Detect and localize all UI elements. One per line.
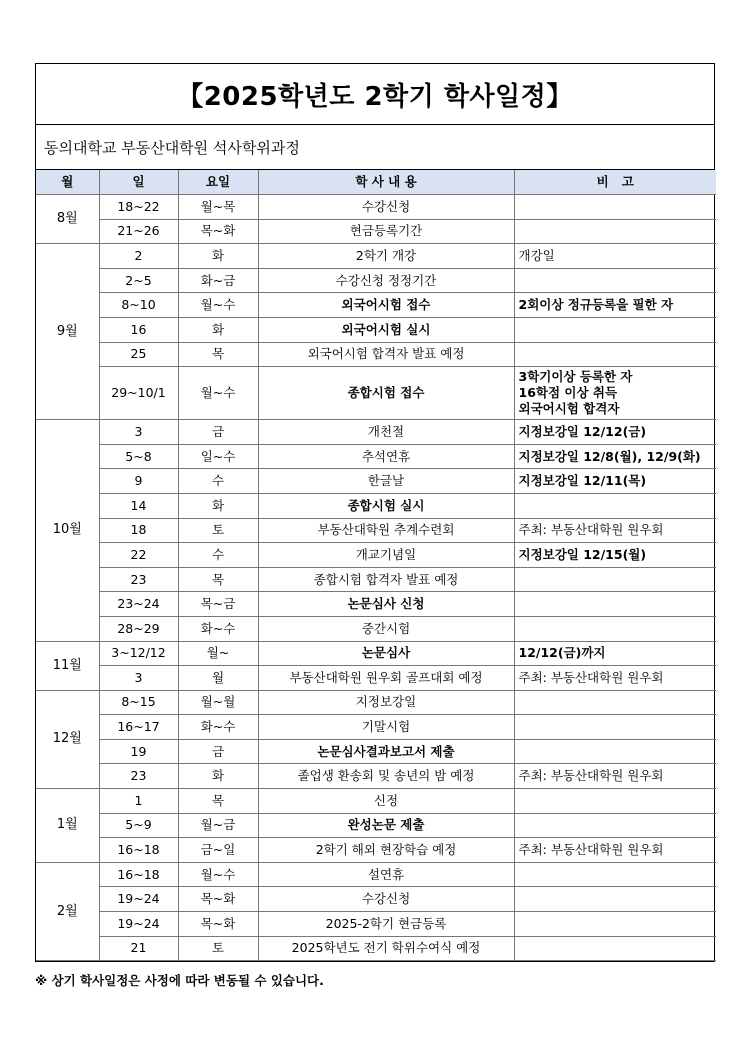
table-row [36, 493, 716, 518]
note-cell: 지정보강일 12/12(금) [514, 420, 716, 445]
event-cell: 수강신청 [258, 887, 514, 912]
weekday-cell: 화 [178, 317, 258, 342]
day-cell: 19 [99, 739, 178, 764]
day-cell: 23~24 [99, 592, 178, 617]
day-cell: 16~17 [99, 715, 178, 740]
table-row [36, 518, 716, 543]
event-cell: 2025-2학기 현금등록 [258, 912, 514, 937]
note-cell [514, 592, 716, 617]
weekday-cell: 목~화 [178, 219, 258, 244]
event-cell: 설연휴 [258, 862, 514, 887]
note-cell [514, 789, 716, 814]
day-cell: 18 [99, 518, 178, 543]
header-weekday: 요일 [178, 170, 258, 195]
header-month: 월 [36, 170, 99, 195]
weekday-cell: 금~일 [178, 838, 258, 863]
event-cell: 개교기념일 [258, 543, 514, 568]
page-title: 【2025학년도 2학기 학사일정】 [36, 64, 714, 125]
header-day: 일 [99, 170, 178, 195]
month-cell: 2월 [36, 862, 99, 960]
day-cell: 14 [99, 493, 178, 518]
day-cell: 3 [99, 420, 178, 445]
event-cell: 외국어시험 접수 [258, 293, 514, 318]
event-cell: 개천절 [258, 420, 514, 445]
weekday-cell: 토 [178, 518, 258, 543]
note-cell [514, 367, 716, 420]
event-cell: 수강신청 [258, 195, 514, 220]
weekday-cell: 화~수 [178, 715, 258, 740]
weekday-cell: 화 [178, 493, 258, 518]
weekday-cell: 목 [178, 567, 258, 592]
event-cell: 논문심사 신청 [258, 592, 514, 617]
note-cell: 지정보강일 12/8(월), 12/9(화) [514, 444, 716, 469]
day-cell: 25 [99, 342, 178, 367]
note-cell [514, 936, 716, 961]
month-cell: 9월 [36, 244, 99, 420]
note-cell: 주최: 부동산대학원 원우회 [514, 764, 716, 789]
note-cell: 12/12(금)까지 [514, 641, 716, 666]
table-row [36, 195, 716, 220]
month-cell: 8월 [36, 195, 99, 244]
event-cell: 추석연휴 [258, 444, 514, 469]
weekday-cell: 화~수 [178, 616, 258, 641]
event-cell: 기말시험 [258, 715, 514, 740]
note-cell [514, 912, 716, 937]
note-cell [514, 567, 716, 592]
note-line: 외국어시험 합격자 [518, 401, 620, 417]
note-cell [514, 813, 716, 838]
note-cell [514, 616, 716, 641]
weekday-cell: 월~목 [178, 195, 258, 220]
day-cell: 1 [99, 789, 178, 814]
weekday-cell: 월~ [178, 641, 258, 666]
note-cell: 주최: 부동산대학원 원우회 [514, 518, 716, 543]
weekday-cell: 월~수 [178, 862, 258, 887]
event-cell: 완성논문 제출 [258, 813, 514, 838]
note-cell: 지정보강일 12/11(목) [514, 469, 716, 494]
weekday-cell: 화~금 [178, 268, 258, 293]
note-cell [514, 715, 716, 740]
table-row [36, 739, 716, 764]
note-cell: 주최: 부동산대학원 원우회 [514, 666, 716, 691]
day-cell: 21 [99, 936, 178, 961]
weekday-cell: 월~월 [178, 690, 258, 715]
event-cell: 논문심사 [258, 641, 514, 666]
weekday-cell: 목~화 [178, 912, 258, 937]
table-row [36, 764, 716, 789]
day-cell: 5~8 [99, 444, 178, 469]
event-cell: 한글날 [258, 469, 514, 494]
weekday-cell: 월~수 [178, 293, 258, 318]
day-cell: 16~18 [99, 862, 178, 887]
weekday-cell: 월 [178, 666, 258, 691]
note-line: 3학기이상 등록한 자 [518, 369, 633, 385]
weekday-cell: 화 [178, 764, 258, 789]
day-cell: 23 [99, 764, 178, 789]
event-cell: 2025학년도 전기 학위수여식 예정 [258, 936, 514, 961]
table-row [36, 862, 716, 887]
note-line: 16학점 이상 취득 [518, 385, 618, 401]
weekday-cell: 금 [178, 420, 258, 445]
month-cell: 12월 [36, 690, 99, 788]
event-cell: 신정 [258, 789, 514, 814]
day-cell: 19~24 [99, 887, 178, 912]
event-cell: 부동산대학원 원우회 골프대회 예정 [258, 666, 514, 691]
table-row [36, 342, 716, 367]
weekday-cell: 월~금 [178, 813, 258, 838]
weekday-cell: 목 [178, 789, 258, 814]
table-row [36, 838, 716, 863]
day-cell: 23 [99, 567, 178, 592]
month-cell: 10월 [36, 420, 99, 641]
day-cell: 18~22 [99, 195, 178, 220]
month-cell: 1월 [36, 789, 99, 863]
note-cell [514, 862, 716, 887]
table-row [36, 616, 716, 641]
table-row [36, 789, 716, 814]
schedule-table [36, 170, 716, 961]
event-cell: 외국어시험 실시 [258, 317, 514, 342]
table-row [36, 469, 716, 494]
weekday-cell: 금 [178, 739, 258, 764]
day-cell: 9 [99, 469, 178, 494]
table-row [36, 567, 716, 592]
table-row [36, 244, 716, 269]
note-cell [514, 195, 716, 220]
day-cell: 8~15 [99, 690, 178, 715]
day-cell: 16~18 [99, 838, 178, 863]
note-cell [514, 268, 716, 293]
event-cell: 졸업생 환송회 및 송년의 밤 예정 [258, 764, 514, 789]
day-cell: 5~9 [99, 813, 178, 838]
table-row [36, 666, 716, 691]
weekday-cell: 목~화 [178, 887, 258, 912]
table-row [36, 268, 716, 293]
note-cell [514, 690, 716, 715]
table-header-row [36, 170, 716, 195]
weekday-cell: 월~수 [178, 367, 258, 420]
note-cell: 지정보강일 12/15(월) [514, 543, 716, 568]
weekday-cell: 목 [178, 342, 258, 367]
note-cell [514, 317, 716, 342]
note-cell [514, 219, 716, 244]
table-row [36, 936, 716, 961]
table-row [36, 641, 716, 666]
schedule-body [36, 195, 716, 961]
weekday-cell: 목~금 [178, 592, 258, 617]
day-cell: 28~29 [99, 616, 178, 641]
day-cell: 19~24 [99, 912, 178, 937]
footer-notice: ※ 상기 학사일정은 사정에 따라 변동될 수 있습니다. [35, 973, 324, 988]
table-row [36, 367, 716, 420]
schedule-sheet [35, 63, 715, 962]
table-row [36, 912, 716, 937]
table-row [36, 317, 716, 342]
weekday-cell: 수 [178, 543, 258, 568]
table-row [36, 293, 716, 318]
note-cell [514, 342, 716, 367]
day-cell: 21~26 [99, 219, 178, 244]
note-cell: 주최: 부동산대학원 원우회 [514, 838, 716, 863]
day-cell: 16 [99, 317, 178, 342]
day-cell: 22 [99, 543, 178, 568]
weekday-cell: 화 [178, 244, 258, 269]
weekday-cell: 수 [178, 469, 258, 494]
event-cell: 2학기 개강 [258, 244, 514, 269]
table-row [36, 543, 716, 568]
day-cell: 3~12/12 [99, 641, 178, 666]
event-cell: 부동산대학원 추계수련회 [258, 518, 514, 543]
note-cell: 개강일 [514, 244, 716, 269]
day-cell: 8~10 [99, 293, 178, 318]
event-cell: 종합시험 합격자 발표 예정 [258, 567, 514, 592]
table-row [36, 813, 716, 838]
note-cell: 2회이상 정규등록을 필한 자 [514, 293, 716, 318]
month-cell: 11월 [36, 641, 99, 690]
event-cell: 중간시험 [258, 616, 514, 641]
day-cell: 2 [99, 244, 178, 269]
table-row [36, 219, 716, 244]
event-cell: 현금등록기간 [258, 219, 514, 244]
table-row [36, 887, 716, 912]
table-row [36, 592, 716, 617]
event-cell: 종합시험 실시 [258, 493, 514, 518]
day-cell: 29~10/1 [99, 367, 178, 420]
table-row [36, 690, 716, 715]
event-cell: 논문심사결과보고서 제출 [258, 739, 514, 764]
note-cell [514, 739, 716, 764]
event-cell: 외국어시험 합격자 발표 예정 [258, 342, 514, 367]
header-event: 학 사 내 용 [258, 170, 514, 195]
weekday-cell: 일~수 [178, 444, 258, 469]
table-row [36, 715, 716, 740]
day-cell: 3 [99, 666, 178, 691]
event-cell: 수강신청 정정기간 [258, 268, 514, 293]
header-note: 비 고 [514, 170, 716, 195]
table-row [36, 420, 716, 445]
event-cell: 2학기 해외 현장학습 예정 [258, 838, 514, 863]
note-cell [514, 887, 716, 912]
day-cell: 2~5 [99, 268, 178, 293]
table-row [36, 444, 716, 469]
event-cell: 지정보강일 [258, 690, 514, 715]
weekday-cell: 토 [178, 936, 258, 961]
event-cell: 종합시험 접수 [258, 367, 514, 420]
note-cell [514, 493, 716, 518]
program-subtitle: 동의대학교 부동산대학원 석사학위과정 [36, 125, 714, 170]
